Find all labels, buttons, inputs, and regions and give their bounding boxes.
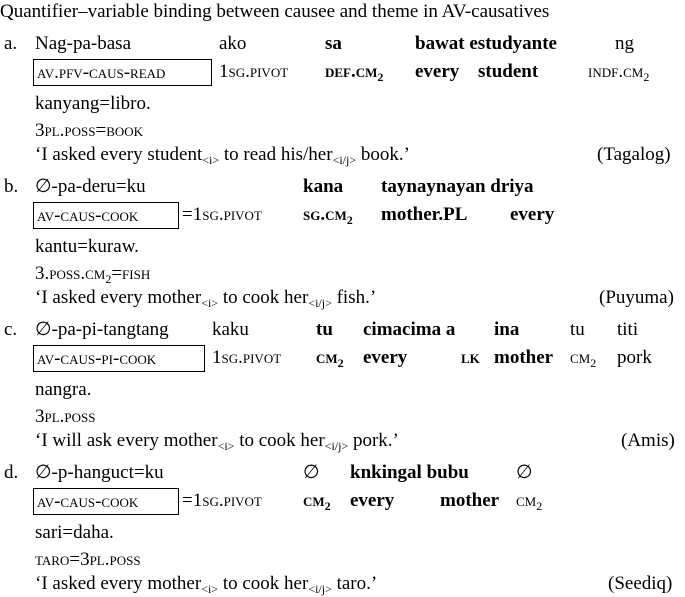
verb-word: Nag-pa-basa bbox=[35, 33, 132, 54]
word: knkingal bubu bbox=[350, 462, 469, 483]
word: tu bbox=[570, 319, 585, 340]
gloss: every bbox=[350, 490, 395, 511]
word: ina bbox=[494, 319, 520, 340]
gloss-verb: av-caus-pi-cook bbox=[37, 348, 157, 369]
word: kana bbox=[303, 176, 344, 197]
translation: ‘I will ask every mother$_{<i>}$ to cook her$_{<i/j>}$ pork.’ bbox=[35, 430, 399, 453]
language-name: (Tagalog) bbox=[597, 144, 671, 165]
gloss: $indf.cm_2$ bbox=[588, 61, 650, 84]
gloss: every bbox=[510, 204, 555, 225]
gloss-verb: av.pfv-caus-read bbox=[37, 62, 166, 83]
verb-word: ∅-pa-deru=ku bbox=[35, 176, 146, 197]
gloss: $cm_2$ bbox=[303, 490, 331, 513]
translation: ‘I asked every student$_{<i>}$ to read his/her$_{<i/j>}$ book.’ bbox=[35, 144, 410, 167]
continuation-word: kantu=kuraw. bbox=[35, 236, 139, 257]
gloss: mother.PL bbox=[381, 204, 468, 225]
verb-word: ∅-p-hanguct=ku bbox=[35, 462, 164, 483]
gloss: =1sg.pivot bbox=[182, 490, 262, 511]
language-name: (Puyuma) bbox=[599, 287, 674, 308]
word: tu bbox=[316, 319, 333, 340]
continuation-gloss: 3pl.poss=book bbox=[35, 120, 144, 141]
word: sa bbox=[325, 33, 342, 54]
gloss-verb: av-caus-cook bbox=[37, 491, 139, 512]
example-label: d. bbox=[4, 462, 19, 483]
continuation-word: sari=daha. bbox=[35, 522, 114, 543]
gloss: lk bbox=[461, 347, 480, 368]
word: ako bbox=[219, 33, 247, 54]
gloss: $def.cm_2$ bbox=[325, 61, 384, 84]
gloss: 1sg.pivot bbox=[219, 61, 289, 82]
gloss: 1sg.pivot bbox=[212, 347, 282, 368]
gloss: every bbox=[415, 61, 460, 82]
word: ng bbox=[615, 33, 634, 54]
gloss: $cm_2$ bbox=[316, 347, 344, 370]
continuation-word: kanyang=libro. bbox=[35, 93, 151, 114]
translation: ‘I asked every mother$_{<i>}$ to cook her$_{<i/j>}$ fish.’ bbox=[35, 287, 377, 310]
example-label: b. bbox=[4, 176, 19, 197]
gloss: $cm_2$ bbox=[570, 347, 597, 370]
language-name: (Seediq) bbox=[608, 573, 673, 594]
gloss: mother bbox=[494, 347, 554, 368]
word: titi bbox=[617, 319, 639, 340]
example-label: c. bbox=[4, 319, 18, 340]
gloss: every bbox=[363, 347, 408, 368]
continuation-word: nangra. bbox=[35, 379, 92, 400]
word: taynaynayan driya bbox=[381, 176, 534, 197]
gloss: mother bbox=[440, 490, 500, 511]
verb-word: ∅-pa-pi-tangtang bbox=[35, 319, 169, 340]
language-name: (Amis) bbox=[621, 430, 675, 451]
page-title: Quantifier–variable binding between causee and theme in AV-causatives bbox=[0, 1, 550, 22]
continuation-gloss: 3pl.poss bbox=[35, 406, 96, 427]
example-label: a. bbox=[4, 33, 18, 54]
gloss-verb: av-caus-cook bbox=[37, 205, 139, 226]
continuation-gloss: $3.poss.cm_2=fish$ bbox=[35, 263, 151, 286]
gloss: $cm_2$ bbox=[516, 490, 543, 513]
word: ∅ bbox=[516, 462, 533, 483]
word: ∅ bbox=[303, 462, 320, 483]
word: bawat estudyante bbox=[415, 33, 557, 54]
word: kaku bbox=[212, 319, 249, 340]
gloss: pork bbox=[617, 347, 652, 368]
gloss: $sg.cm_2$ bbox=[303, 204, 353, 227]
translation: ‘I asked every mother$_{<i>}$ to cook her$_{<i/j>}$ taro.’ bbox=[35, 573, 378, 596]
word: cimacima a bbox=[363, 319, 456, 340]
continuation-gloss: taro=3pl.poss bbox=[35, 549, 141, 570]
gloss: =1sg.pivot bbox=[182, 204, 262, 225]
gloss: student bbox=[478, 61, 539, 82]
